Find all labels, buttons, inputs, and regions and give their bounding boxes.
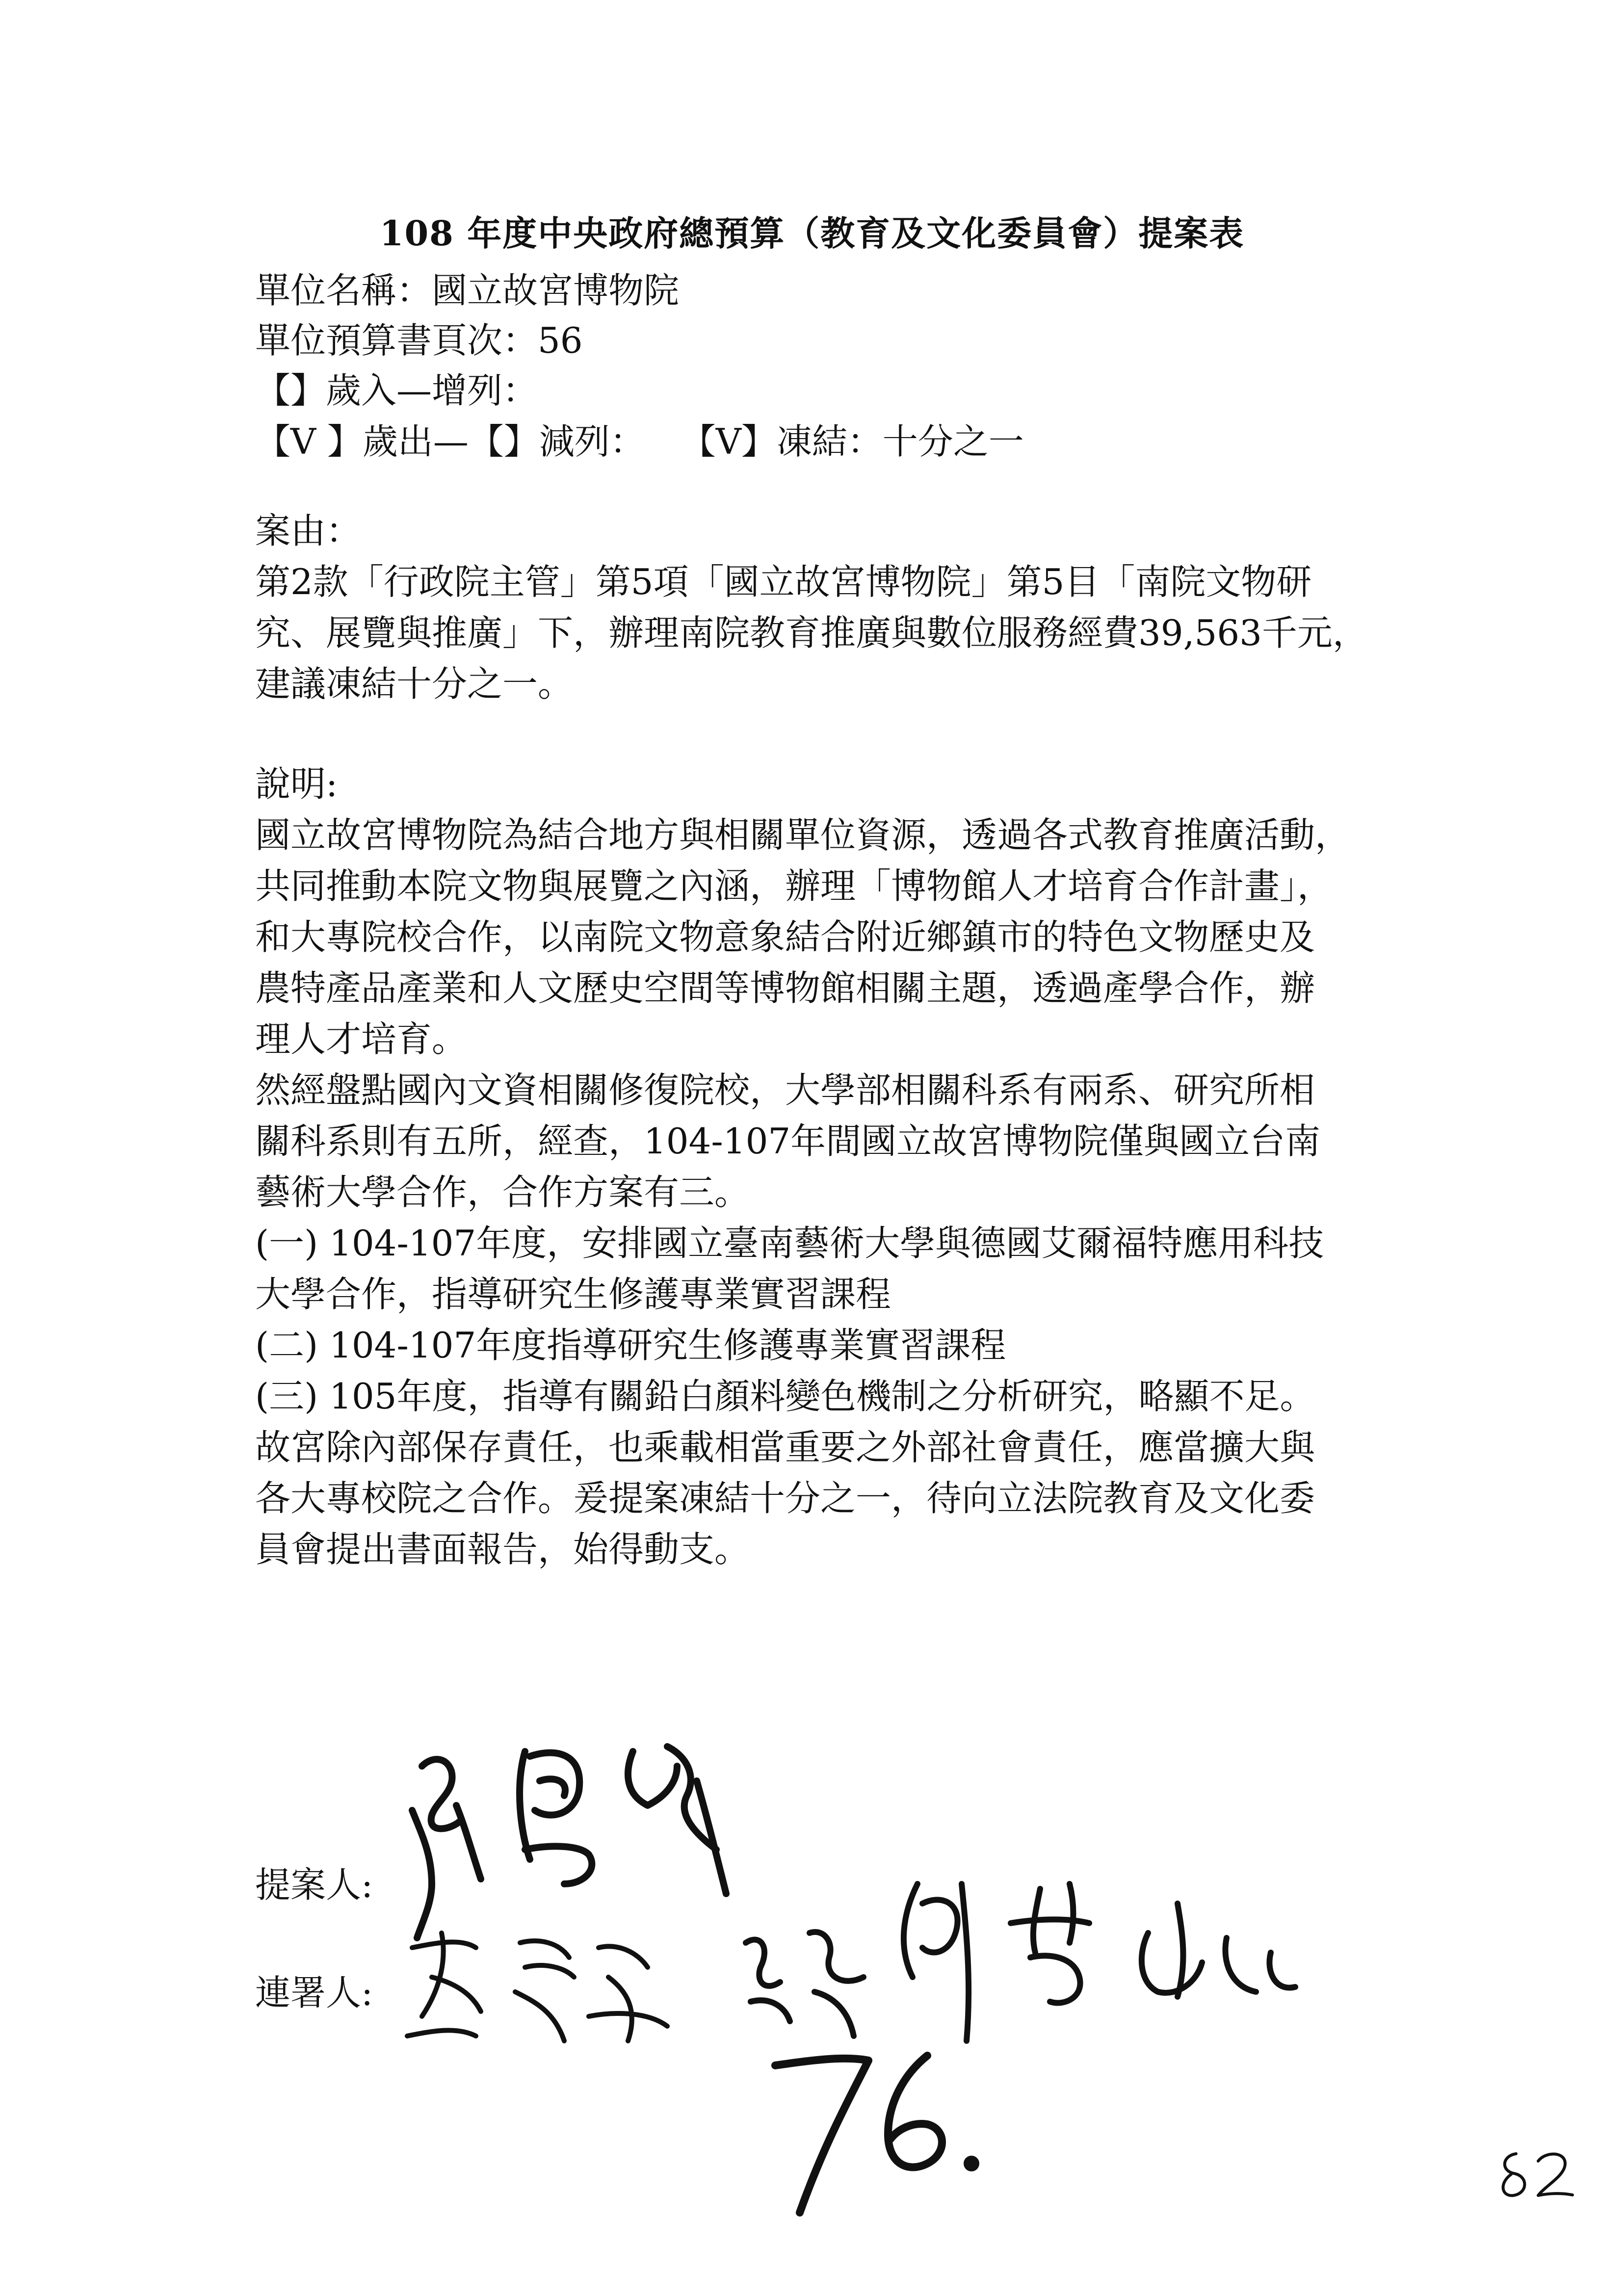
unit-name: 單位名稱：國立故宮博物院 <box>255 270 680 311</box>
handwritten-signature-icon <box>402 1737 765 1943</box>
cosigner-label: 連署人: <box>255 1972 373 2013</box>
reason-line: 究、展覽與推廣」下，辦理南院教育推廣與數位服務經費39,563千元， <box>255 612 1368 653</box>
explanation-line: 國立故宮博物院為結合地方與相關單位資源，透過各式教育推廣活動， <box>255 814 1351 856</box>
explanation-line: 各大專校院之合作。爰提案凍結十分之一，待向立法院教育及文化委 <box>255 1478 1315 1519</box>
handwritten-number-icon <box>765 2046 991 2222</box>
reason-heading: 案由： <box>255 510 362 551</box>
explanation-line: 農特產品產業和人文歷史空間等博物館相關主題，透過產學合作，辦 <box>255 967 1315 1009</box>
explanation-heading: 說明: <box>255 763 338 805</box>
explanation-line: 員會提出書面報告，始得動支。 <box>255 1529 750 1570</box>
document-title: 108 年度中央政府總預算（教育及文化委員會）提案表 <box>379 213 1245 254</box>
explanation-line: 藝術大學合作，合作方案有三。 <box>255 1172 750 1213</box>
explanation-line: 大學合作，指導研究生修護專業實習課程 <box>255 1274 891 1315</box>
reason-line: 第2款「行政院主管」第5項「國立故宮博物院」第5目「南院文物研 <box>255 561 1312 602</box>
explanation-line: 故宮除內部保存責任，也乘載相當重要之外部社會責任，應當擴大與 <box>255 1427 1315 1468</box>
budget-page-number: 單位預算書頁次：56 <box>255 320 583 361</box>
explanation-line: 理人才培育。 <box>255 1018 468 1060</box>
explanation-line: 然經盤點國內文資相關修復院校，大學部相關科系有兩系、研究所相 <box>255 1070 1315 1111</box>
explanation-line: (二) 104-107年度指導研究生修護專業實習課程 <box>255 1325 1006 1366</box>
reason-line: 建議凍結十分之一。 <box>255 663 574 704</box>
proposer-label: 提案人: <box>255 1864 373 1905</box>
handwritten-number <box>765 2046 991 2222</box>
handwritten-signature-icon <box>393 1928 687 2056</box>
explanation-line: (三) 105年度，指導有關鉛白顏料變色機制之分析研究，略顯不足。 <box>255 1376 1315 1417</box>
explanation-line: 關科系則有五所，經查，104-107年間國立故宮博物院僅與國立台南 <box>255 1121 1321 1162</box>
cosigner-signature <box>393 1928 687 2056</box>
expenditure-line: 【V 】歲出—【】減列： 【V】凍結：十分之一 <box>255 421 1024 462</box>
proposer-signature <box>402 1737 765 1943</box>
explanation-line: 共同推動本院文物與展覽之內涵，辦理「博物館人才培育合作計畫」， <box>255 865 1333 907</box>
handwritten-page-number-icon <box>1492 2144 1580 2203</box>
revenue-line: 【】歲入—增列： <box>255 370 538 411</box>
page-mark <box>1492 2144 1580 2203</box>
explanation-line: (一) 104-107年度，安排國立臺南藝術大學與德國艾爾福特應用科技 <box>255 1223 1324 1264</box>
explanation-line: 和大專院校合作，以南院文物意象結合附近鄉鎮市的特色文物歷史及 <box>255 916 1315 958</box>
